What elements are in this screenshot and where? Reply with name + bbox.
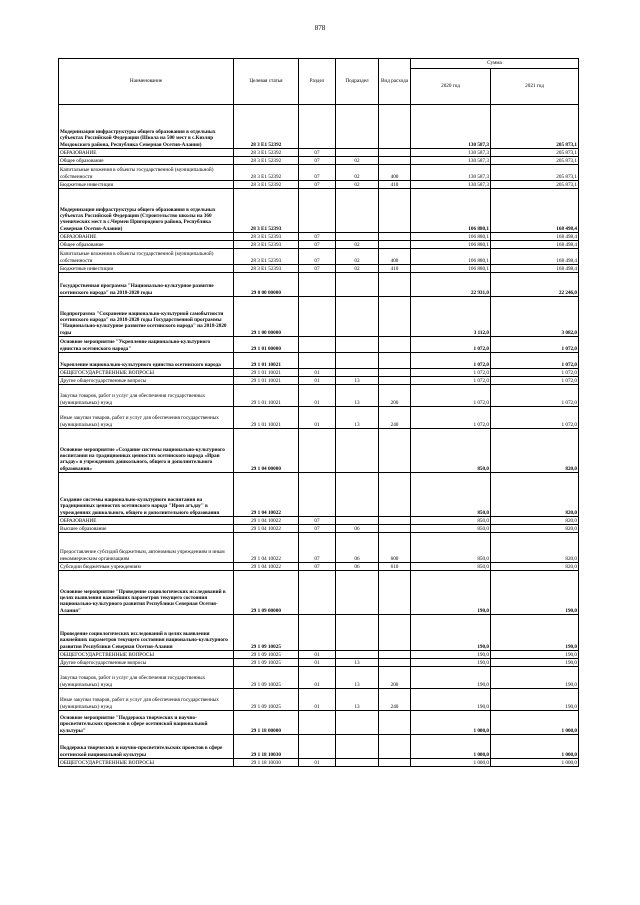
cell-name: Основное мероприятие «Создание системы национально-культурного воспитания на традиционных ценностях осетинского народа «Иран агъдау» в учреждениях дошкольного, общего и дополнительного образования»	[59, 429, 234, 473]
header-section: Раздел	[299, 59, 336, 105]
cell-code: 29 1 04 00000	[234, 429, 299, 473]
cell-type	[379, 473, 411, 517]
cell-name: ОБЩЕГОСУДАРСТВЕННЫЕ ВОПРОСЫ	[59, 651, 234, 659]
cell-y2: 190,0	[491, 659, 579, 667]
cell-y2: 190,0	[491, 615, 579, 651]
cell-code: 28 3 Е1 52393	[234, 241, 299, 249]
budget-table	[58, 58, 579, 767]
cell-y1: 1 072,0	[411, 377, 491, 385]
cell-y1: 106 880,1	[411, 233, 491, 241]
cell-y2: 820,0	[491, 517, 579, 525]
cell-y2: 168 498,4	[491, 249, 579, 265]
cell-name: ОБЩЕГОСУДАРСТВЕННЫЕ ВОПРОСЫ	[59, 369, 234, 377]
cell-code: 29 1 09 10025	[234, 667, 299, 689]
cell-y1: 106 880,1	[411, 241, 491, 249]
cell-y2: 190,0	[491, 689, 579, 711]
cell-y1: 1 072,0	[411, 407, 491, 429]
cell-sec: 01	[299, 659, 336, 667]
table-row	[59, 667, 579, 689]
cell-code: 29 1 09 10025	[234, 659, 299, 667]
cell-sec: 01	[299, 689, 336, 711]
cell-sub: 13	[336, 689, 379, 711]
cell-sub	[336, 105, 379, 149]
cell-y2: 1 072,0	[491, 353, 579, 369]
cell-sec: 01	[299, 407, 336, 429]
cell-y2: 820,0	[491, 563, 579, 571]
cell-sec	[299, 571, 336, 615]
cell-sub	[336, 149, 379, 157]
cell-type	[379, 615, 411, 651]
table-row	[59, 571, 579, 615]
cell-code: 29 0 00 00000	[234, 273, 299, 297]
cell-type	[379, 105, 411, 149]
table-row	[59, 377, 579, 385]
cell-sub	[336, 615, 379, 651]
cell-type: 240	[379, 689, 411, 711]
cell-name: Создание системы национально-культурного воспитания на традиционных ценностях осетинского народа "Ирон агъдау" в учреждениях дошкольного, общего и дополнительного образования	[59, 473, 234, 517]
cell-type: 240	[379, 407, 411, 429]
cell-y1: 190,0	[411, 651, 491, 659]
cell-sub	[336, 651, 379, 659]
cell-y1: 106 880,1	[411, 189, 491, 233]
cell-name: Другие общегосударственные вопросы	[59, 377, 234, 385]
cell-sec: 01	[299, 651, 336, 659]
cell-type: 400	[379, 249, 411, 265]
cell-name: Общее образование	[59, 241, 234, 249]
cell-sub	[336, 337, 379, 353]
cell-y2: 820,0	[491, 473, 579, 517]
cell-y2: 205 873,1	[491, 157, 579, 165]
table-row	[59, 297, 579, 337]
cell-code: 29 1 04 10022	[234, 473, 299, 517]
cell-type: 200	[379, 385, 411, 407]
cell-y2: 190,0	[491, 667, 579, 689]
cell-y1: 1 072,0	[411, 337, 491, 353]
cell-sub: 13	[336, 659, 379, 667]
cell-type	[379, 571, 411, 615]
cell-y1: 130 587,3	[411, 149, 491, 157]
table-row	[59, 181, 579, 189]
table-row	[59, 241, 579, 249]
cell-y1: 190,0	[411, 571, 491, 615]
cell-type	[379, 651, 411, 659]
cell-y1: 190,0	[411, 667, 491, 689]
cell-sub: 13	[336, 377, 379, 385]
cell-y1: 1 072,0	[411, 369, 491, 377]
cell-name: Поддержка творческих и научно-просветительских проектов в сфере осетинской национальной культуры	[59, 735, 234, 759]
table-row	[59, 429, 579, 473]
cell-y1: 106 880,1	[411, 249, 491, 265]
cell-sub: 02	[336, 157, 379, 165]
cell-y2: 168 498,4	[491, 265, 579, 273]
cell-type	[379, 157, 411, 165]
cell-code: 28 3 Е1 52392	[234, 149, 299, 157]
table-header	[59, 59, 579, 105]
table-row	[59, 337, 579, 353]
cell-type	[379, 735, 411, 759]
cell-sec: 07	[299, 165, 336, 181]
cell-sec	[299, 189, 336, 233]
cell-sub: 13	[336, 385, 379, 407]
cell-sub	[336, 429, 379, 473]
cell-name: Закупка товаров, работ и услуг для обеспечения государственных (муниципальных) нужд	[59, 667, 234, 689]
table-row	[59, 273, 579, 297]
cell-y2: 168 498,4	[491, 233, 579, 241]
cell-name: Проведение социологических исследований в целях выявления важнейших параметров текущего состояния национально-культурного развития Республики Северная Осетия-Алания	[59, 615, 234, 651]
header-subsection: Подраздел	[336, 59, 379, 105]
cell-name: Субсидии бюджетным учреждениям	[59, 563, 234, 571]
cell-type: 410	[379, 265, 411, 273]
cell-sub: 06	[336, 533, 379, 563]
cell-y1: 130 587,3	[411, 105, 491, 149]
cell-type	[379, 711, 411, 735]
cell-y1: 850,0	[411, 429, 491, 473]
cell-code: 29 1 09 00000	[234, 571, 299, 615]
cell-code: 29 1 01 10021	[234, 377, 299, 385]
table-row	[59, 407, 579, 429]
cell-type	[379, 149, 411, 157]
cell-y2: 22 246,0	[491, 273, 579, 297]
cell-y1: 1 000,0	[411, 735, 491, 759]
cell-code: 29 1 09 10025	[234, 615, 299, 651]
cell-code: 29 1 01 10021	[234, 353, 299, 369]
cell-sec: 07	[299, 517, 336, 525]
cell-sub	[336, 759, 379, 767]
cell-code: 29 1 18 10030	[234, 735, 299, 759]
cell-sec: 01	[299, 369, 336, 377]
cell-type	[379, 517, 411, 525]
cell-code: 28 3 Е1 52393	[234, 265, 299, 273]
cell-name: Общее образование	[59, 157, 234, 165]
cell-code: 29 1 09 10025	[234, 689, 299, 711]
cell-y1: 850,0	[411, 563, 491, 571]
cell-code: 29 1 01 10021	[234, 385, 299, 407]
cell-type	[379, 297, 411, 337]
cell-type: 400	[379, 165, 411, 181]
cell-name: Высшее образование	[59, 525, 234, 533]
cell-y1: 130 587,3	[411, 165, 491, 181]
table-row	[59, 659, 579, 667]
cell-sec	[299, 615, 336, 651]
table-row	[59, 233, 579, 241]
cell-type	[379, 233, 411, 241]
table-row	[59, 149, 579, 157]
cell-sec: 01	[299, 377, 336, 385]
cell-sec: 07	[299, 563, 336, 571]
cell-name: ОБРАЗОВАНИЕ	[59, 233, 234, 241]
cell-name: Укрепление национально-культурного единства осетинского народа	[59, 353, 234, 369]
cell-y2: 205 873,1	[491, 149, 579, 157]
cell-sub: 02	[336, 241, 379, 249]
cell-sec: 07	[299, 525, 336, 533]
cell-sub	[336, 297, 379, 337]
cell-y2: 1 000,0	[491, 735, 579, 759]
cell-y2: 1 072,0	[491, 369, 579, 377]
cell-y1: 850,0	[411, 533, 491, 563]
cell-sub	[336, 189, 379, 233]
cell-name: Иные закупки товаров, работ и услуг для обеспечения государственных (муниципальных) нужд	[59, 407, 234, 429]
cell-sec	[299, 353, 336, 369]
cell-y1: 130 587,3	[411, 157, 491, 165]
cell-code: 28 3 Е1 52393	[234, 249, 299, 265]
cell-y1: 190,0	[411, 659, 491, 667]
cell-y2: 1 000,0	[491, 759, 579, 767]
cell-code: 29 1 09 10025	[234, 651, 299, 659]
table-row	[59, 651, 579, 659]
cell-code: 29 1 01 10021	[234, 369, 299, 377]
cell-type	[379, 429, 411, 473]
cell-y2: 3 082,0	[491, 297, 579, 337]
cell-sub	[336, 233, 379, 241]
cell-y1: 130 587,3	[411, 181, 491, 189]
cell-name: Капитальные вложения в объекты государственной (муниципальной) собственности	[59, 165, 234, 181]
table-row	[59, 249, 579, 265]
cell-sec: 07	[299, 157, 336, 165]
cell-y2: 168 498,4	[491, 241, 579, 249]
cell-sub: 02	[336, 165, 379, 181]
cell-type	[379, 273, 411, 297]
cell-type: 410	[379, 181, 411, 189]
cell-sub: 02	[336, 181, 379, 189]
cell-type	[379, 337, 411, 353]
cell-type: 600	[379, 533, 411, 563]
cell-sub	[336, 735, 379, 759]
cell-type	[379, 525, 411, 533]
cell-sub	[336, 273, 379, 297]
cell-y2: 1 000,0	[491, 711, 579, 735]
cell-code: 28 3 Е1 52393	[234, 189, 299, 233]
cell-sub: 02	[336, 265, 379, 273]
cell-y2: 1 072,0	[491, 377, 579, 385]
cell-sec	[299, 473, 336, 517]
cell-name: Бюджетные инвестиции	[59, 181, 234, 189]
cell-y1: 1 000,0	[411, 759, 491, 767]
cell-type	[379, 377, 411, 385]
cell-type	[379, 189, 411, 233]
cell-y1: 190,0	[411, 689, 491, 711]
cell-name: ОБЩЕГОСУДАРСТВЕННЫЕ ВОПРОСЫ	[59, 759, 234, 767]
header-year-2020: 2020 год	[411, 69, 491, 105]
cell-sub: 02	[336, 249, 379, 265]
cell-y1: 22 931,0	[411, 273, 491, 297]
table-row	[59, 533, 579, 563]
cell-code: 28 3 Е1 52392	[234, 181, 299, 189]
header-sum: Сумма	[411, 59, 579, 69]
cell-sec	[299, 429, 336, 473]
cell-sec: 07	[299, 233, 336, 241]
cell-sec	[299, 297, 336, 337]
table-row	[59, 473, 579, 517]
cell-y1: 850,0	[411, 525, 491, 533]
cell-type	[379, 353, 411, 369]
cell-name: Основное мероприятие "Укрепление национально-культурного единства осетинского народа"	[59, 337, 234, 353]
cell-sub	[336, 473, 379, 517]
header-year-2021: 2021 год	[491, 69, 579, 105]
cell-sec: 01	[299, 385, 336, 407]
table-row	[59, 615, 579, 651]
cell-name: Основное мероприятие "Поддержка творческих и научно-просветительских проектов в сфере осетинской национальной культуры"	[59, 711, 234, 735]
table-row	[59, 735, 579, 759]
cell-name: Подпрограмма "Сохранение национально-культурной самобытности осетинского народа" на 2018-2020 годы Государственной программы "Национально-культурное развитие осетинского народа" на 2018-2020 годы	[59, 297, 234, 337]
cell-y2: 820,0	[491, 533, 579, 563]
cell-y1: 1 072,0	[411, 385, 491, 407]
cell-sec: 01	[299, 667, 336, 689]
cell-sub: 13	[336, 407, 379, 429]
cell-sub	[336, 711, 379, 735]
table-row	[59, 517, 579, 525]
cell-type	[379, 759, 411, 767]
cell-code: 29 1 04 10022	[234, 525, 299, 533]
cell-sub	[336, 353, 379, 369]
cell-name: Бюджетные инвестиции	[59, 265, 234, 273]
cell-sec	[299, 273, 336, 297]
cell-name: ОБРАЗОВАНИЕ	[59, 517, 234, 525]
cell-y2: 205 873,1	[491, 165, 579, 181]
cell-y1: 106 880,1	[411, 265, 491, 273]
cell-sub	[336, 571, 379, 615]
cell-name: Капитальные вложения в объекты государственной (муниципальной) собственности	[59, 249, 234, 265]
cell-y2: 190,0	[491, 571, 579, 615]
cell-y2: 205 873,1	[491, 105, 579, 149]
cell-code: 29 1 01 10021	[234, 407, 299, 429]
cell-y1: 190,0	[411, 615, 491, 651]
cell-name: ОБРАЗОВАНИЕ	[59, 149, 234, 157]
cell-type: 200	[379, 667, 411, 689]
cell-y1: 850,0	[411, 517, 491, 525]
cell-type	[379, 659, 411, 667]
cell-code: 28 3 Е1 52392	[234, 157, 299, 165]
table-row	[59, 689, 579, 711]
page-number: 878	[314, 24, 326, 32]
cell-sec: 07	[299, 533, 336, 563]
header-name: Наименование	[59, 59, 234, 105]
cell-y2: 1 072,0	[491, 337, 579, 353]
cell-sec: 07	[299, 181, 336, 189]
cell-y2: 820,0	[491, 525, 579, 533]
table-row	[59, 563, 579, 571]
cell-code: 29 1 04 10022	[234, 533, 299, 563]
cell-code: 29 1 18 00000	[234, 711, 299, 735]
cell-code: 28 3 Е1 52392	[234, 105, 299, 149]
cell-sec: 07	[299, 149, 336, 157]
table-row	[59, 353, 579, 369]
cell-sub	[336, 517, 379, 525]
cell-y1: 850,0	[411, 473, 491, 517]
cell-sec	[299, 105, 336, 149]
cell-y2: 1 072,0	[491, 385, 579, 407]
header-code: Целевая статья	[234, 59, 299, 105]
cell-sec: 07	[299, 241, 336, 249]
cell-name: Государственная программа "Национально-культурное развитие осетинского народа" на 2018-2020 годы	[59, 273, 234, 297]
cell-sec: 07	[299, 265, 336, 273]
cell-name: Другие общегосударственные вопросы	[59, 659, 234, 667]
table-row	[59, 385, 579, 407]
cell-code: 29 1 04 10022	[234, 563, 299, 571]
table-row	[59, 189, 579, 233]
header-expense-type: Вид расхода	[379, 59, 411, 105]
cell-sub	[336, 369, 379, 377]
cell-name: Основное мероприятие "Проведение социологических исследований в целях выявления важнейших параметров текущего состояния национально-культурного развития Республики Северная Осетия-Алания"	[59, 571, 234, 615]
cell-type	[379, 369, 411, 377]
cell-type: 610	[379, 563, 411, 571]
cell-y2: 190,0	[491, 651, 579, 659]
cell-sec	[299, 711, 336, 735]
table-body	[59, 105, 579, 767]
cell-sec	[299, 735, 336, 759]
cell-sec: 07	[299, 249, 336, 265]
cell-y1: 3 112,0	[411, 297, 491, 337]
cell-sec	[299, 337, 336, 353]
cell-sec: 01	[299, 759, 336, 767]
cell-sub: 06	[336, 563, 379, 571]
cell-name: Иные закупки товаров, работ и услуг для обеспечения государственных (муниципальных) нужд	[59, 689, 234, 711]
table-row	[59, 265, 579, 273]
cell-name: Модернизация инфраструктуры общего образования в отдельных субъектах Российской Федерации (Школа на 500 мест в с.Кизляр Моздокского района, Республика Северная Осетия-Алания)	[59, 105, 234, 149]
table-row	[59, 369, 579, 377]
table-row	[59, 165, 579, 181]
cell-sub: 13	[336, 667, 379, 689]
cell-name: Модернизация инфраструктуры общего образования в отдельных субъектах Российской Федерации (Строительство школы на 360 ученических мест в с.Чермен Пригородного района, Республика Северная Осетия-Алания)	[59, 189, 234, 233]
cell-code: 29 1 18 10030	[234, 759, 299, 767]
table-row	[59, 711, 579, 735]
cell-y2: 205 873,1	[491, 181, 579, 189]
cell-code: 28 3 Е1 52392	[234, 165, 299, 181]
table-row	[59, 157, 579, 165]
cell-code: 29 1 01 00000	[234, 337, 299, 353]
table-row	[59, 759, 579, 767]
cell-code: 29 1 04 10022	[234, 517, 299, 525]
cell-y1: 1 072,0	[411, 353, 491, 369]
cell-sub: 06	[336, 525, 379, 533]
table-row	[59, 525, 579, 533]
cell-code: 29 1 00 00000	[234, 297, 299, 337]
cell-name: Закупка товаров, работ и услуг для обеспечения государственных (муниципальных) нужд	[59, 385, 234, 407]
table-row	[59, 105, 579, 149]
cell-type	[379, 241, 411, 249]
cell-y2: 168 498,4	[491, 189, 579, 233]
cell-name: Предоставление субсидий бюджетным, автономным учреждениям и иным некоммерческим организациям	[59, 533, 234, 563]
cell-y2: 820,0	[491, 429, 579, 473]
cell-code: 28 3 Е1 52393	[234, 233, 299, 241]
cell-y2: 1 072,0	[491, 407, 579, 429]
cell-y1: 1 000,0	[411, 711, 491, 735]
